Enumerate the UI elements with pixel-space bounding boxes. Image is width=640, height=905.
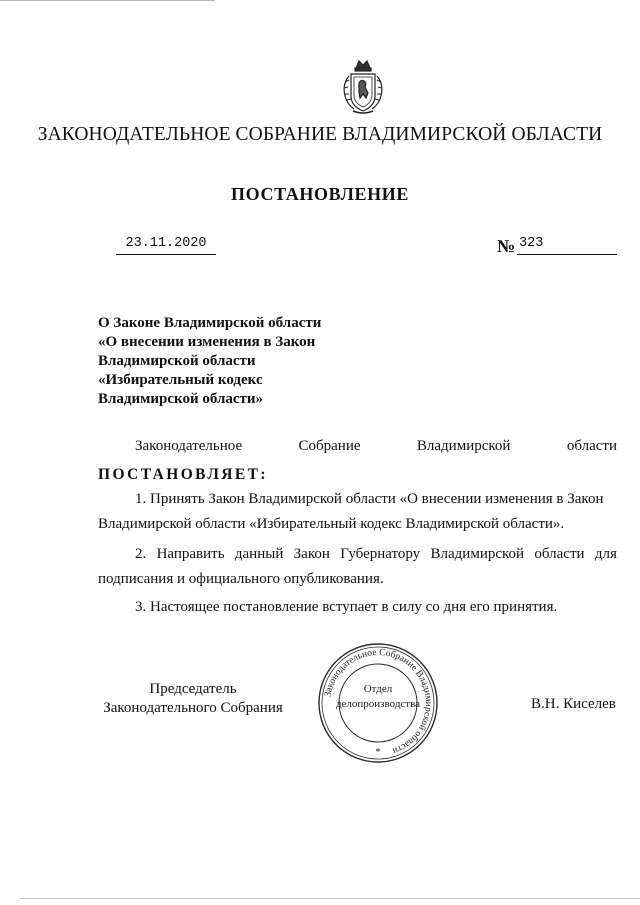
preamble-word: Законодательное	[135, 438, 243, 454]
signer-role-line: Председатель	[149, 681, 237, 697]
subject-line: «О внесении изменения в Закон	[98, 334, 316, 350]
preamble-word: области	[566, 438, 617, 454]
seal-center-line: Отдел	[363, 683, 393, 695]
item-1-line-1: 1. Принять Закон Владимирской области «О внесении изменения в Закон	[135, 491, 604, 507]
organization-title: ЗАКОНОДАТЕЛЬНОЕ СОБРАНИЕ ВЛАДИМИРСКОЙ ОБЛАСТИ	[37, 124, 603, 145]
item-2-word: Владимирской	[430, 546, 525, 562]
preamble-word: Собрание	[298, 438, 361, 454]
item-2-word: данный	[234, 546, 284, 562]
seal-star: *	[375, 747, 381, 758]
document-subject	[98, 314, 378, 409]
scan-edge-top	[0, 0, 215, 1]
item-2-word: для	[594, 546, 617, 562]
scan-edge-bottom	[20, 898, 640, 899]
document-type-heading: ПОСТАНОВЛЕНИЕ	[231, 184, 409, 204]
seal-center-line: делопроизводства	[335, 698, 421, 710]
document-date: 23.11.2020	[116, 234, 216, 255]
item-1-line-2: Владимирской области «Избирательный кодекс Владимирской области».	[98, 516, 565, 532]
number-sign: №	[497, 236, 516, 256]
subject-line: О Законе Владимирской области	[98, 315, 322, 331]
item-3: 3. Настоящее постановление вступает в силу со дня его принятия.	[135, 599, 558, 615]
decree-heading: ПОСТАНОВЛЯЕТ:	[98, 466, 268, 483]
signer-role	[98, 680, 288, 718]
subject-line: Владимирской области»	[98, 391, 264, 407]
item-2-line-2: подписания и официального опубликования.	[98, 571, 384, 587]
subject-line: «Избирательный кодекс	[98, 372, 263, 388]
item-2-line-1	[135, 546, 617, 563]
item-2-word: 2.	[135, 546, 147, 562]
item-2-word: Губернатору	[340, 546, 421, 562]
preamble-word: Владимирской	[416, 438, 511, 454]
seal-ring-text: Законодательное Собрание Владимирской области	[323, 647, 434, 756]
signer-name: В.Н. Киселев	[531, 696, 616, 712]
item-2-word: Направить	[156, 546, 225, 562]
signer-role-line: Законодательного Собрания	[103, 700, 283, 716]
coat-of-arms-emblem	[339, 56, 387, 116]
seal-center-text	[332, 682, 424, 712]
document-number-field	[517, 234, 617, 255]
subject-line: Владимирской области	[98, 353, 256, 369]
item-2-word: Закон	[293, 546, 330, 562]
item-2-word: области	[534, 546, 585, 562]
preamble	[135, 438, 617, 455]
document-number: 323	[519, 236, 544, 251]
